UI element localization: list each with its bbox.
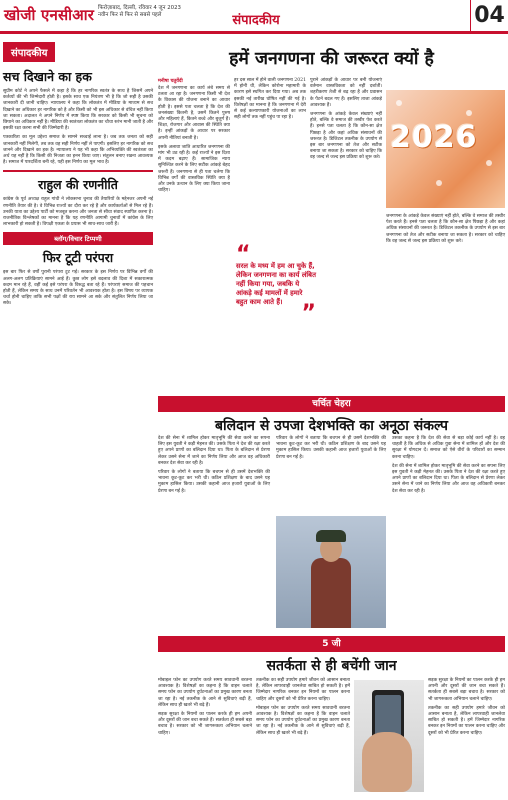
- section3-body1-b: मोबाइल फोन का उपयोग करते समय सावधानी बरतना आवश्यक है। विशेषज्ञों का कहना है कि वाहन चलाते समय फोन का उपयोग दुर्घटनाओं का प्रमुख कारण बनता जा रहा है। नई तकनीक के आने से सुविधाएं बढ़ी हैं, लेकिन साथ ही खतरे भी बढ़े हैं।: [256, 705, 350, 736]
- story1-headline: सच दिखाने का हक: [3, 69, 92, 84]
- section2-col-1: [158, 436, 270, 495]
- section2-headline: बलिदान से उपजा देशभक्ति का अनूठा संकल्प: [215, 418, 448, 434]
- section3-body2: सड़क सुरक्षा के नियमों का पालन करके ही हम अपनी और दूसरों की जान बचा सकते हैं। सतर्कता ही सबसे बड़ा बचाव है। सरकार को भी जागरूकता अभियान चलाने चाहिए।: [158, 712, 252, 736]
- dateline-line1: फिरोज़ाबाद, दिल्ली, रविवार 4 जून 2023: [98, 5, 181, 11]
- quote-close-icon: ”: [301, 301, 316, 326]
- section3-col-1: [158, 678, 252, 737]
- brand-logo: खोजी एनसीआर: [4, 6, 95, 24]
- section3-col-2: [256, 678, 350, 737]
- soldier-cap: [316, 530, 346, 542]
- story2-body: कांग्रेस के पूर्व अध्यक्ष राहुल गांधी ने लोकसभा चुनाव की तैयारियों के मद्देनजर अपनी नई रणनीति तैयार की है। वे विभिन्न राज्यों का दौरा कर रहे हैं और कार्यकर्ताओं से मिल रहे हैं। उनकी यात्रा का उद्देश्य पार्टी को मजबूत करना और जनता से सीधा संवाद स्थापित करना है। राजनीतिक विश्लेषकों का मानना है कि यह रणनीति आगामी चुनावों में कांग्रेस के लिए लाभकारी हो सकती है। विपक्षी एकता के प्रयास भी साथ-साथ जारी हैं।: [3, 197, 153, 228]
- section2-body1: देश की सेना में शामिल होकर मातृभूमि की सेवा करने का सपना लिए इस युवती ने कड़ी मेहनत की। उसके पिता ने देश की रक्षा करते हुए अपने प्राणों का बलिदान दिया था। पिता के बलिदान से प्रेरणा लेकर उसने सेना में जाने का निर्णय लिया और आज वह अधिकारी बनकर देश सेवा कर रही है।: [158, 436, 270, 466]
- story3-body: इस बार फिर से वर्षों पुरानी परंपरा टूट गई। सरकार के इस निर्णय पर विभिन्न वर्गों की अलग-अलग प्रतिक्रियाएं सामने आई हैं। कुछ लोग इसे बदलाव की दिशा में सकारात्मक कदम मान रहे हैं, वहीं कई इसे परंपरा के विरुद्ध बता रहे हैं। परंपराएं समाज की पहचान होती हैं, लेकिन समय के साथ उनमें परिवर्तन भी आवश्यक होता है। इस विषय पर व्यापक चर्चा होनी चाहिए ताकि सभी पक्षों की राय सामने आ सके और संतुलित निर्णय लिया जा सके।: [3, 270, 153, 307]
- soldier-photo: [276, 516, 386, 628]
- section3-col-3: [428, 678, 505, 737]
- hand-image: [362, 732, 412, 792]
- main-col3-body-2: जनगणना के आंकड़े केवल संख्याएं नहीं होते, बल्कि वे समाज की तस्वीर पेश करते हैं। इनसे पता चलता है कि कौन-सा क्षेत्र पिछड़ा है और कहां अधिक संसाधनों की जरूरत है। डिजिटल तकनीक के उपयोग से इस बार जनगणना को तेज और सटीक बनाया जा सकता है। सरकार को चाहिए कि वह जल्द से जल्द इस प्रक्रिया को शुरू करे।: [310, 112, 382, 161]
- section2-tab: चर्चित चेहरा: [158, 396, 505, 412]
- editorial-tab: संपादकीय: [3, 42, 55, 62]
- quote-open-icon: “: [236, 242, 251, 267]
- decoration-dot: [436, 180, 442, 186]
- section3-headline: सतर्कता से ही बचेंगी जान: [266, 658, 397, 674]
- photo-year-text: 2026: [390, 120, 478, 155]
- opinion-tab: ब्लॉग/विचार टिप्पणी: [3, 232, 153, 245]
- main-col-4: [386, 214, 505, 245]
- page-number: 04: [470, 0, 508, 31]
- story2-headline: राहुल की रणनीति: [38, 177, 118, 193]
- masthead: [0, 0, 508, 34]
- decoration-dot: [486, 160, 492, 166]
- section2-body2-b: परिवार के लोगों ने बताया कि बचपन से ही उसमें देशभक्ति की भावना कूट-कूट कर भरी थी। कठिन प्रशिक्षण के बाद उसने यह मुकाम हासिल किया। उसकी कहानी आज हजारों युवाओं के लिए प्रेरणा बन गई है।: [276, 436, 386, 460]
- main-headline: हमें जनगणना की जरूरत क्यों है: [229, 49, 434, 69]
- section2-body2: परिवार के लोगों ने बताया कि बचपन से ही उसमें देशभक्ति की भावना कूट-कूट कर भरी थी। कठिन प्रशिक्षण के बाद उसने यह मुकाम हासिल किया। उसकी कहानी आज हजारों युवाओं के लिए प्रेरणा बन गई है।: [158, 470, 270, 494]
- main-col3-body: पुराने आंकड़ों के आधार पर बनी योजनाएं वर्तमान वास्तविकता को नहीं दर्शातीं। शहरीकरण तेजी से बढ़ रहा है और प्रवासन के पैटर्न बदल गए हैं। इसलिए ताजा आंकड़े आवश्यक हैं।: [310, 78, 382, 108]
- section3-body3: तकनीक का सही उपयोग हमारे जीवन को आसान बनाता है, लेकिन लापरवाही जानलेवा साबित हो सकती है। हमें जिम्मेदार नागरिक बनकर इन नियमों का पालन करना चाहिए और दूसरों को भी प्रेरित करना चाहिए।: [256, 678, 350, 702]
- phone-photo: [354, 680, 424, 792]
- soldier-uniform: [311, 558, 351, 628]
- left-column: [3, 38, 153, 796]
- section2-body3: उसका कहना है कि देश की सेवा से बड़ा कोई कार्य नहीं है। वह चाहती है कि अधिक से अधिक युवा सेना में शामिल हों और देश की सुरक्षा में योगदान दें। समाज को ऐसे वीरों के परिवारों का सम्मान करना चाहिए।: [392, 436, 505, 460]
- section3-body1: मोबाइल फोन का उपयोग करते समय सावधानी बरतना आवश्यक है। विशेषज्ञों का कहना है कि वाहन चलाते समय फोन का उपयोग दुर्घटनाओं का प्रमुख कारण बनता जा रहा है। नई तकनीक के आने से सुविधाएं बढ़ी हैं, लेकिन साथ ही खतरे भी बढ़े हैं।: [158, 678, 252, 708]
- story1-body: सुप्रीम कोर्ट ने अपने फैसले में कहा है कि हर नागरिक स्वतंत्र के साथ है जिसमें अपने कर्तव्यों की भी जिम्मेदारी होती है। इसके साथ एक नियंत्रण भी है कि जो सही है उसकी जानकारी दी जानी चाहिए। न्यायालय ने कहा कि लोकतंत्र में मीडिया के माध्यम से सच दिखाने का अधिकार हर नागरिक को है और किसी को भी इस अधिकार से वंचित नहीं किया जा सकता। अदालत ने अपने निर्णय में स्पष्ट किया कि सरकार को किसी भी सूचना को छिपाने का अधिकार नहीं है। मीडिया की स्वतंत्रता लोकतंत्र का चौथा स्तंभ मानी जाती है और इसकी रक्षा करना सभी की जिम्मेदारी है।: [3, 89, 153, 132]
- main-col2-body: हर दस साल में होने वाली जनगणना 2021 में होनी थी, लेकिन कोरोना महामारी के कारण इसे स्थगित कर दिया गया। अब तक इसकी नई तारीख घोषित नहीं की गई है। विशेषज्ञों का मानना है कि जनगणना में देरी से कई कल्याणकारी योजनाओं का लाभ सही लोगों तक नहीं पहुंच पा रहा है।: [234, 78, 306, 121]
- decoration-dot: [396, 100, 402, 106]
- main-col-1: [158, 78, 230, 194]
- divider: [3, 170, 153, 172]
- pull-quote-text: सरल के मध्य में हम आ चुके हैं, लेकिन जनगणना का कार्य लंबित नहीं किया गया, जबकि ये आंकड़े कई मामलों में हमारे बहुत काम आते हैं।: [236, 262, 316, 306]
- section-title: संपादकीय: [232, 13, 280, 28]
- main-col-2: [234, 78, 306, 121]
- section3-body3-b: तकनीक का सही उपयोग हमारे जीवन को आसान बनाता है, लेकिन लापरवाही जानलेवा साबित हो सकती है। हमें जिम्मेदार नागरिक बनकर इन नियमों का पालन करना चाहिए और दूसरों को भी प्रेरित करना चाहिए।: [428, 705, 505, 736]
- new-year-photo: [386, 90, 505, 208]
- section2-body1-b: देश की सेना में शामिल होकर मातृभूमि की सेवा करने का सपना लिए इस युवती ने कड़ी मेहनत की। उसके पिता ने देश की रक्षा करते हुए अपने प्राणों का बलिदान दिया था। पिता के बलिदान से प्रेरणा लेकर उसने सेना में जाने का निर्णय लिया और आज वह अधिकारी बनकर देश सेवा कर रही है।: [392, 463, 505, 494]
- byline: मनीषा चतुर्वेदी: [158, 79, 183, 84]
- section2-col-2: [276, 436, 386, 461]
- decoration-dot: [466, 110, 472, 116]
- section2-col-3: [392, 436, 505, 495]
- dateline-line2: नवीन फिर से फिर से सबसे पहले: [98, 12, 162, 18]
- main-col-3: [310, 78, 382, 162]
- main-col4-body: जनगणना के आंकड़े केवल संख्याएं नहीं होते, बल्कि वे समाज की तस्वीर पेश करते हैं। इनसे पता चलता है कि कौन-सा क्षेत्र पिछड़ा है और कहां अधिक संसाधनों की जरूरत है। डिजिटल तकनीक के उपयोग से इस बार जनगणना को तेज और सटीक बनाया जा सकता है। सरकार को चाहिए कि वह जल्द से जल्द इस प्रक्रिया को शुरू करे।: [386, 214, 505, 244]
- main-column: [158, 38, 505, 796]
- story1-body-2: पत्रकारिता का मूल उद्देश्य समाज के सामने सच्चाई लाना है। जब तक जनता को सही जानकारी नहीं मिलेगी, तब तक वह सही निर्णय नहीं ले पाएगी। इसलिए हर नागरिक को सच जानने और दिखाने का हक है। न्यायालय ने यह भी कहा कि अभिव्यक्ति की स्वतंत्रता का अर्थ यह नहीं है कि किसी की निजता का हनन किया जाए। संतुलन बनाए रखना आवश्यक है। समाज में पारदर्शिता बनी रहे, यही इस निर्णय का मूल भाव है।: [3, 135, 153, 166]
- section3-body2-b: सड़क सुरक्षा के नियमों का पालन करके ही हम अपनी और दूसरों की जान बचा सकते हैं। सतर्कता ही सबसे बड़ा बचाव है। सरकार को भी जागरूकता अभियान चलाने चाहिए।: [428, 678, 505, 702]
- section3-tab: 5 जी: [158, 636, 505, 652]
- pull-quote: [236, 242, 316, 326]
- main-col1-body: देश में जनगणना का कार्य लंबे समय से टलता आ रहा है। जनगणना किसी भी देश के विकास की योजना बनाने का आधार होती है। इससे पता चलता है कि देश की जनसंख्या कितनी है, उसमें कितने पुरुष और महिलाएं हैं, कितने बच्चे और बुजुर्ग हैं। शिक्षा, रोजगार और आवास की स्थिति क्या है। इन्हीं आंकड़ों के आधार पर सरकार अपनी नीतियां बनाती है।: [158, 86, 230, 141]
- main-col1-body-2: इसके अलावा जाति आधारित जनगणना की मांग भी उठ रही है। कई राज्यों ने इस दिशा में कदम बढ़ाए हैं। सामाजिक न्याय सुनिश्चित करने के लिए सटीक आंकड़े बेहद जरूरी हैं। जनगणना से ही पता चलेगा कि विभिन्न वर्गों की वास्तविक स्थिति क्या है और उनके उत्थान के लिए क्या किया जाना चाहिए।: [158, 144, 230, 194]
- story3-headline: फिर टूटी परंपरा: [42, 250, 114, 266]
